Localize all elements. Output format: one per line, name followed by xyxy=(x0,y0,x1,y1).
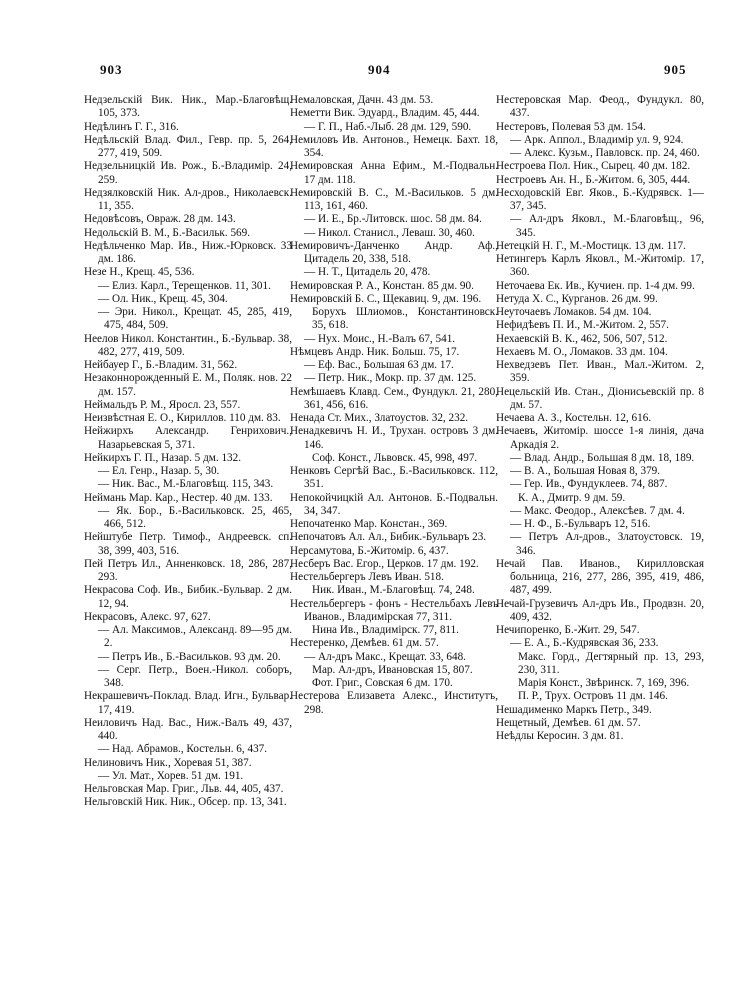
directory-entry: — В. А., Большая Новая 8, 379. xyxy=(510,465,661,477)
directory-entry: Нечаевъ, Житомір. шоссе 1-я линія, дача Аркадія 2. xyxy=(496,425,704,451)
directory-entry: — Петръ Ив., Б.-Васильков. 93 дм. 20. xyxy=(98,650,281,663)
directory-entry: — Еф. Вас., Большая 63 дм. 17. xyxy=(304,359,454,371)
directory-entry: Неметти Вик. Эдуард., Владим. 45, 444. xyxy=(290,107,480,120)
directory-entry: Неиловичъ Над. Вас., Ниж.-Валъ 49, 437, 440. xyxy=(84,716,292,742)
directory-entry: Марія Конст., Звѣринск. 7, 169, 396. xyxy=(518,677,690,689)
directory-entry: — Ел. Генр., Назар. 5, 30. xyxy=(98,465,220,477)
directory-entry: Нехведзевъ Пет. Иван., Мал.-Житом. 2, 359. xyxy=(496,359,704,385)
directory-entry: Нешадименко Маркъ Петр., 349. xyxy=(496,703,652,716)
directory-entry: Неточаева Ек. Ив., Кучиен. пр. 1-4 дм. 99. xyxy=(496,279,695,292)
directory-entry: Нейкирхъ Г. П., Назар. 5 дм. 132. xyxy=(84,451,242,464)
directory-entry: Нина Ив., Владимірск. 77, 811. xyxy=(312,624,459,636)
directory-entry: Нельговская Мар. Григ., Льв. 44, 405, 437. xyxy=(84,783,284,795)
page-number-right: 905 xyxy=(664,62,687,77)
directory-entry: — И. Е., Бр.-Литовск. шос. 58 дм. 84. xyxy=(304,213,482,226)
directory-entry: Нетецкій Н. Г., М.-Мостицк. 13 дм. 117. xyxy=(496,239,686,252)
directory-entry: Недольскій В. М., Б.-Васильк. 569. xyxy=(84,226,251,239)
directory-entry: Нехаевъ М. О., Ломаков. 33 дм. 104. xyxy=(496,345,668,358)
directory-entry: — Ал. Максимов., Александ. 89—95 дм. 2. xyxy=(98,624,292,650)
directory-entry: Неймальдъ Р. М., Яросл. 23, 557. xyxy=(84,398,241,411)
directory-entry: Недзялковскій Ник. Ал-дров., Николаевск. 11, 355. xyxy=(84,186,292,212)
directory-entry: Неуточаевъ Ломаков. 54 дм. 104. xyxy=(496,306,652,318)
directory-entry: Немиловъ Ив. Антонов., Немецк. Бахт. 18, 354. xyxy=(290,133,498,159)
directory-entry: Нельговскій Ник. Ник., Обсер. пр. 13, 341. xyxy=(84,796,287,809)
directory-entry: Немировская Р. А., Констан. 85 дм. 90. xyxy=(290,279,474,292)
directory-entry: Непокойчицкій Ал. Антонов. Б.-Подвальн. 34, 347. xyxy=(290,491,498,517)
directory-entry: Некрашевичъ-Поклад. Влад. Игн., Бульвар. 17, 419. xyxy=(84,690,292,716)
directory-entry: Немировскій Б. С., Щекавиц. 9, дм. 196. xyxy=(290,292,482,305)
directory-entry: Пей Петръ Ил., Анненковск. 18, 286, 287, 293. xyxy=(84,557,292,583)
directory-entry: Ненадкевичъ Н. И., Трухан. островъ 3 дм. 146. xyxy=(290,425,498,451)
directory-entry: Недзельницкій Ив. Рож., Б.-Владимір. 24, 259. xyxy=(84,160,292,186)
directory-entry: Неелов Никол. Константин., Б.-Бульвар. 38, 482, 277, 419, 509. xyxy=(84,332,292,358)
directory-entry: Нецельскій Ив. Стан., Діонисьевскій пр. 8 дм. 57. xyxy=(496,385,704,411)
directory-entry: Нестерова Елизавета Алекс., Институтъ, 298. xyxy=(290,690,498,716)
directory-entry: — Нух. Моис., Н.-Валъ 67, 541. xyxy=(304,332,456,345)
directory-entry: Некрасова Соф. Ив., Бибик.-Бульвар. 2 дм. 12, 94. xyxy=(84,584,292,610)
directory-entry: Неѣдлы Керосин. 3 дм. 81. xyxy=(496,730,624,742)
directory-entry: — Гер. Ив., Фундуклеев. 74, 887. xyxy=(510,478,668,491)
directory-entry: — Ул. Мат., Хорев. 51 дм. 191. xyxy=(98,769,244,782)
directory-entry: — Алекс. Кузьм., Павловск. пр. 24, 460. xyxy=(510,147,700,159)
directory-entry: Фот. Григ., Совская 6 дм. 170. xyxy=(312,677,453,689)
directory-entry: — Е. А., Б.-Кудрявская 36, 233. xyxy=(510,637,659,650)
directory-entry: Незаконнорожденный Е. М., Поляк. нов. 22 дм. 157. xyxy=(84,372,292,398)
column-left xyxy=(84,94,292,810)
directory-entry: Нейштубе Петр. Тимоф., Андреевск. сп. 38, 399, 403, 516. xyxy=(84,531,292,557)
directory-entry: П. Р., Трух. Островъ 11 дм. 146. xyxy=(518,690,668,703)
directory-entry: Нестроева Пол. Ник., Сырец. 40 дм. 182. xyxy=(496,160,691,173)
directory-entry: — Н. Т., Цитадель 20, 478. xyxy=(304,266,431,279)
directory-entry: Нелиновичъ Ник., Хоревая 51, 387. xyxy=(84,756,252,769)
directory-entry: Макс. Горд., Дегтярный пр. 13, 293, 230, 311. xyxy=(518,650,704,676)
directory-entry: — Як. Бор., Б.-Васильковск. 25, 465, 466, 512. xyxy=(98,504,292,530)
directory-entry: Несходовскій Евг. Яков., Б.-Кудрявск. 1—37, 345. xyxy=(496,186,704,212)
page-number-middle: 904 xyxy=(368,62,391,77)
directory-entry: — Н. Ф., Б.-Бульваръ 12, 516. xyxy=(510,518,651,530)
directory-entry: Неизвѣстная Е. О., Кириллов. 110 дм. 83. xyxy=(84,412,281,424)
directory-entry: — Арк. Аппол., Владимір ул. 9, 924. xyxy=(510,133,684,146)
directory-entry: Недѣльскій Влад. Фил., Гевр. пр. 5, 264, 277, 419, 509. xyxy=(84,133,292,159)
directory-entry: Нерсамутова, Б.-Житомір. 6, 437. xyxy=(290,544,449,557)
directory-entry: Некрасовъ, Алекс. 97, 627. xyxy=(84,610,211,623)
directory-entry: — Макс. Феодор., Алексѣев. 7 дм. 4. xyxy=(510,504,685,517)
directory-entry: — Ал-дръ Макс., Крещат. 33, 648. xyxy=(304,650,466,663)
directory-entry: Нетуда Х. С., Курганов. 26 дм. 99. xyxy=(496,292,658,305)
directory-entry: Нестельбергеръ - фонъ - Нестельбахъ Левъ Иванов., Владимірская 77, 311. xyxy=(290,597,498,623)
directory-entry: Немѣшаевъ Клавд. Сем., Фундукл. 21, 280, 361, 456, 616. xyxy=(290,385,498,411)
directory-entry: Нестеровская Мар. Феод., Фундукл. 80, 437. xyxy=(496,94,704,120)
directory-entry: Недѣльченко Мар. Ив., Ниж.-Юрковск. 33 дм. 186. xyxy=(84,239,292,265)
column-middle xyxy=(290,94,498,717)
directory-entry: — Эри. Никол., Крещат. 45, 285, 419, 475, 484, 509. xyxy=(98,306,292,332)
directory-entry: Непочатовъ Ал. Ал., Бибик.-Бульваръ 23. xyxy=(290,531,487,544)
directory-entry: Немировскій В. С., М.-Васильков. 5 дм. 113, 161, 460. xyxy=(290,186,498,212)
directory-entry: — Никол. Станисл., Леваш. 30, 460. xyxy=(304,226,475,239)
directory-entry: Нещетный, Демѣев. 61 дм. 57. xyxy=(496,716,641,729)
directory-entry: Недѣлинъ Г. Г., 316. xyxy=(84,120,179,133)
directory-entry: — Ник. Вас., М.-Благовѣщ. 115, 343. xyxy=(98,478,274,491)
directory-entry: — Влад. Андр., Большая 8 дм. 18, 189. xyxy=(510,451,695,464)
directory-entry: Нефидѣевъ П. И., М.-Житом. 2, 557. xyxy=(496,319,669,332)
directory-entry: Немировская Анна Ефим., М.-Подвальн. 17 дм. 118. xyxy=(290,160,498,186)
directory-entry: Несберъ Вас. Егор., Церков. 17 дм. 192. xyxy=(290,557,479,570)
directory-entry: Нейбауер Г., Б.-Владим. 31, 562. xyxy=(84,359,238,371)
directory-entry: — Ол. Ник., Крещ. 45, 304. xyxy=(98,292,228,305)
directory-entry: Борухъ Шлиомов., Константиновск. 35, 618. xyxy=(312,306,498,332)
directory-entry: Непочатенко Мар. Констан., 369. xyxy=(290,518,448,530)
directory-entry: Нестроевъ Ан. Н., Б.-Житом. 6, 305, 444. xyxy=(496,173,691,186)
directory-entry: Мар. Ал-дръ, Ивановская 15, 807. xyxy=(312,663,473,676)
directory-entry: Нестеровъ, Полевая 53 дм. 154. xyxy=(496,120,646,133)
directory-entry: Ник. Иван., М.-Благовѣщ. 74, 248. xyxy=(312,584,475,597)
directory-entry: Нечай Пав. Иванов., Кирилловская больница, 216, 277, 286, 395, 419, 486, 487, 499. xyxy=(496,557,704,597)
column-right xyxy=(496,94,704,743)
directory-entry: Нехаевскій В. К., 462, 506, 507, 512. xyxy=(496,332,668,345)
directory-entry: — Ал-дръ Яковл., М.-Благовѣщ., 96, 345. xyxy=(510,213,704,239)
directory-entry: Нестеренко, Демѣев. 61 дм. 57. xyxy=(290,637,439,650)
directory-entry: Нечаева А. З., Костельн. 12, 616. xyxy=(496,412,652,424)
directory-entry: Ненковъ Сергѣй Вас., Б.-Васильковск. 112, 351. xyxy=(290,465,498,491)
directory-entry: Недовѣсовъ, Овраж. 28 дм. 143. xyxy=(84,213,236,226)
directory-entry: Нейжирхъ Александр. Генрихович., Назарьевская 5, 371. xyxy=(84,425,292,451)
directory-entry: Незе Н., Крещ. 45, 536. xyxy=(84,266,195,279)
directory-entry: Немировичъ-Данченко Андр. Аф., Цитадель 20, 338, 518. xyxy=(290,239,498,265)
directory-entry: Ненада Ст. Мих., Златоустов. 32, 232. xyxy=(290,412,469,424)
directory-entry: Нечай-Грузевичъ Ал-дръ Ив., Продвзн. 20, 409, 432. xyxy=(496,597,704,623)
directory-entry: К. А., Дмитр. 9 дм. 59. xyxy=(518,491,626,504)
directory-entry: — Над. Абрамов., Костельн. 6, 437. xyxy=(98,743,268,756)
directory-entry: — Г. П., Наб.-Лыб. 28 дм. 129, 590. xyxy=(304,120,472,133)
directory-entry: Недзельскій Вик. Ник., Мар.-Благовѣщ. 105, 373. xyxy=(84,94,292,120)
directory-entry: Соф. Конст., Львовск. 45, 998, 497. xyxy=(312,451,478,464)
directory-entry: — Петръ Ал-дров., Златоустовск. 19, 346. xyxy=(510,531,704,557)
directory-entry: — Елиз. Карл., Терещенков. 11, 301. xyxy=(98,279,271,292)
directory-entry: Нетингеръ Карлъ Яковл., М.-Житомір. 17, 360. xyxy=(496,253,704,279)
page-number-left: 903 xyxy=(100,62,123,77)
directory-entry: Немаловская, Дачн. 43 дм. 53. xyxy=(290,94,434,106)
directory-entry: Неймань Мар. Кар., Нестер. 40 дм. 133. xyxy=(84,491,273,504)
directory-entry: — Серг. Петр., Воен.-Никол. соборъ, 348. xyxy=(98,663,292,689)
directory-entry: Нѣмцевъ Андр. Ник. Больш. 75, 17. xyxy=(290,345,460,358)
directory-entry: — Петр. Ник., Мокр. пр. 37 дм. 125. xyxy=(304,372,477,385)
directory-entry: Нечипоренко, Б.-Жит. 29, 547. xyxy=(496,624,640,636)
directory-entry: Нестельбергеръ Левъ Иван. 518. xyxy=(290,571,444,583)
